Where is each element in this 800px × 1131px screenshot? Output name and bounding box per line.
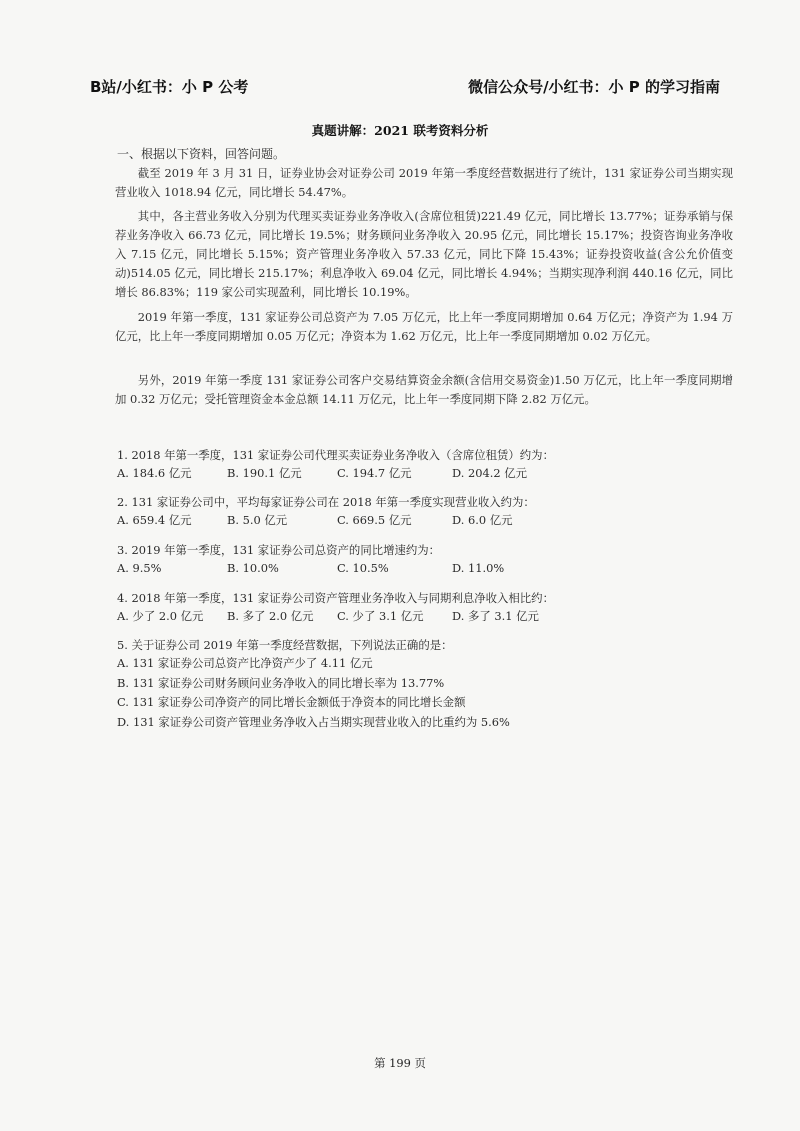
option-d: D. 11.0%: [452, 561, 505, 575]
option-c: C. 少了 3.1 亿元: [337, 609, 424, 623]
option-c: C. 131 家证券公司净资产的同比增长金额低于净资本的同比增长金额: [117, 695, 466, 709]
option-a: A. 9.5%: [117, 561, 162, 575]
option-a: A. 659.4 亿元: [117, 513, 192, 527]
question-4: [117, 589, 737, 625]
option-b: B. 10.0%: [227, 561, 279, 575]
question-stem: 5. 关于证券公司 2019 年第一季度经营数据，下列说法正确的是：: [117, 638, 453, 652]
options-row: [117, 511, 737, 529]
question-3: [117, 541, 737, 577]
option-b: B. 5.0 亿元: [227, 513, 288, 527]
option-a: A. 131 家证券公司总资产比净资产少了 4.11 亿元: [117, 656, 373, 670]
option-d: D. 131 家证券公司资产管理业务净收入占当期实现营业收入的比重约为 5.6%: [117, 714, 510, 729]
document-title: 真题讲解：2021 联考资料分析: [311, 123, 489, 138]
page-number: 第 199 页: [374, 1056, 426, 1070]
option-d: D. 6.0 亿元: [452, 513, 513, 527]
option-c: C. 669.5 亿元: [337, 513, 412, 527]
paragraph-text: 另外，2019 年第一季度 131 家证券公司客户交易结算资金余额(含信用交易资金)1.50 万亿元，比上年一季度同期增加 0.32 万亿元；受托管理资金本金总额 14.11 万亿元，比上年一季度同期下降 2.82 万亿元。: [115, 373, 733, 406]
question-5: [117, 636, 737, 732]
section-heading: 一、根据以下资料，回答问题。: [117, 147, 286, 161]
question-stem: 2. 131 家证券公司中，平均每家证券公司在 2018 年第一季度实现营业收入约为：: [117, 495, 535, 509]
option-a: A. 184.6 亿元: [117, 466, 192, 480]
paragraph-text: 2019 年第一季度，131 家证券公司总资产为 7.05 万亿元，比上年一季度同期增加 0.64 万亿元；净资产为 1.94 万亿元，比上年一季度同期增加 0.05 万亿元；净资本为 1.62 万亿元，比上年一季度同期增加 0.02 万亿元。: [115, 310, 733, 343]
question-stem: 4. 2018 年第一季度，131 家证券公司资产管理业务净收入与同期利息净收入相比约：: [117, 591, 554, 605]
option-d: D. 204.2 亿元: [452, 466, 527, 480]
paragraph-3: [115, 308, 733, 346]
option-b: B. 131 家证券公司财务顾问业务净收入的同比增长率为 13.77%: [117, 675, 445, 690]
option-a: A. 少了 2.0 亿元: [117, 609, 204, 623]
options-row: [117, 464, 737, 482]
option-c: C. 194.7 亿元: [337, 466, 412, 480]
question-stem: 3. 2019 年第一季度，131 家证券公司总资产的同比增速约为：: [117, 543, 441, 557]
question-1: [117, 446, 737, 482]
question-2: [117, 493, 737, 529]
paragraph-4: [115, 371, 733, 409]
options-row: [117, 559, 737, 577]
option-d: D. 多了 3.1 亿元: [452, 609, 539, 623]
paragraph-1: [115, 164, 733, 202]
paragraph-text: 其中，各主营业务收入分别为代理买卖证券业务净收入(含席位租赁)221.49 亿元，同比增长 13.77%；证券承销与保荐业务净收入 66.73 亿元，同比增长 19.5%；财务顾问业务净收入 20.95 亿元，同比增长 15.17%；投资咨询业务净收入 7.15 亿元，同比增长 5.15%；资产管理业务净收入 57.33 亿元，同比下降 15.43%；证券投资收益(含公允价值变动)514.05 亿元，同比增长 215.17%；利息净收入 69.04 亿元，同比增长 4.94%；当期实现净利润 440.16 亿元，同比增长 86.83%；119 家公司实现盈利，同比增长 10.19%。: [115, 209, 733, 299]
option-b: B. 190.1 亿元: [227, 466, 302, 480]
options-row: [117, 607, 737, 625]
paragraph-text: 截至 2019 年 3 月 31 日，证券业协会对证券公司 2019 年第一季度经营数据进行了统计，131 家证券公司当期实现营业收入 1018.94 亿元，同比增长 54.47%。: [115, 166, 733, 199]
question-stem: 1. 2018 年第一季度，131 家证券公司代理买卖证券业务净收入（含席位租赁）约为：: [117, 448, 554, 462]
option-c: C. 10.5%: [337, 561, 389, 575]
option-b: B. 多了 2.0 亿元: [227, 609, 314, 623]
header-left-text: B站/小红书：小 P 公考: [90, 78, 249, 96]
header-right-text: 微信公众号/小红书：小 P 的学习指南: [468, 78, 720, 96]
paragraph-2: [115, 207, 733, 302]
